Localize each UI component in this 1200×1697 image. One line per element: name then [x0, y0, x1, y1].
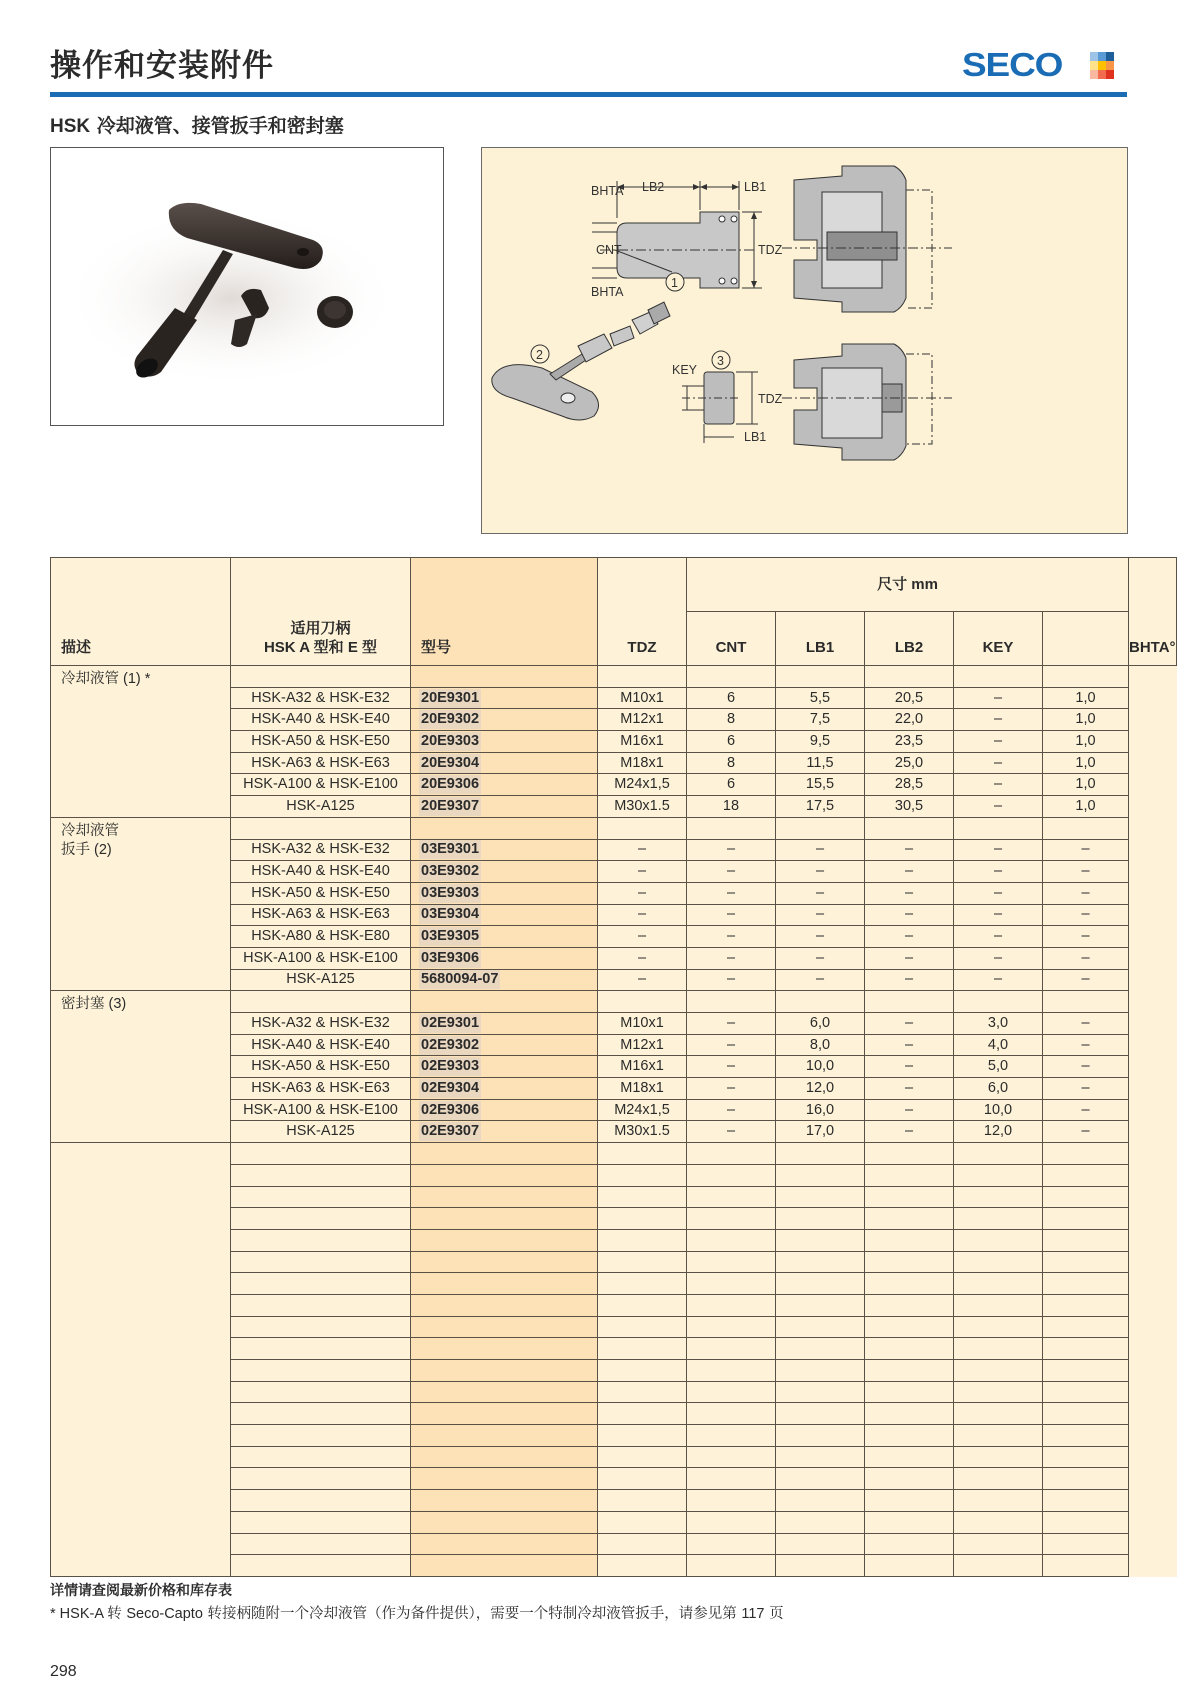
bhta-cell: – — [1043, 904, 1129, 926]
key-cell: – — [954, 752, 1043, 774]
shank-cell: HSK-A100 & HSK-E100 — [231, 1099, 411, 1121]
order-code: 03E9301 — [421, 841, 480, 858]
key-cell: – — [954, 969, 1043, 991]
lb1-cell: – — [776, 861, 865, 883]
tdz-cell: M30x1.5 — [598, 1121, 687, 1143]
logo-square — [1098, 61, 1106, 70]
product-photo — [50, 147, 444, 426]
tdz-cell: – — [598, 882, 687, 904]
lb1-cell: – — [776, 882, 865, 904]
lb1-cell: 5,5 — [776, 687, 865, 709]
lb2-cell: – — [865, 926, 954, 948]
lb2-cell: 25,0 — [865, 752, 954, 774]
lb1-cell: – — [776, 904, 865, 926]
code-cell — [411, 1056, 598, 1078]
wrench-and-parts-photo-icon — [51, 148, 442, 424]
cnt-cell: – — [687, 1013, 776, 1035]
order-code: 02E9302 — [421, 1036, 480, 1053]
logo-square — [1090, 70, 1098, 79]
lb1-cell: 10,0 — [776, 1056, 865, 1078]
shank-cell: HSK-A125 — [231, 796, 411, 818]
technical-diagram — [481, 147, 1128, 534]
cnt-cell: – — [687, 1034, 776, 1056]
lb1-cell: – — [776, 839, 865, 861]
tdz-cell: M12x1 — [598, 1034, 687, 1056]
cnt-cell: – — [687, 904, 776, 926]
shank-cell: HSK-A100 & HSK-E100 — [231, 774, 411, 796]
code-cell — [411, 752, 598, 774]
lb1-cell: 11,5 — [776, 752, 865, 774]
order-code: 20E9306 — [421, 776, 480, 793]
lb2-cell: – — [865, 904, 954, 926]
lb2-cell: 23,5 — [865, 731, 954, 753]
bhta-cell: 1,0 — [1043, 687, 1129, 709]
tdz-cell: – — [598, 839, 687, 861]
bhta-cell: 1,0 — [1043, 796, 1129, 818]
logo-square — [1098, 70, 1106, 79]
header-lb1: LB1 — [776, 612, 865, 666]
lb1-cell: 17,5 — [776, 796, 865, 818]
cnt-cell: 18 — [687, 796, 776, 818]
svg-text:TDZ: TDZ — [758, 243, 783, 257]
svg-text:BHTA: BHTA — [591, 184, 624, 198]
bhta-cell: 1,0 — [1043, 731, 1129, 753]
svg-text:CNT: CNT — [596, 243, 622, 257]
header-code: 型号 — [411, 558, 598, 666]
logo-square — [1090, 52, 1098, 61]
tdz-cell: M16x1 — [598, 1056, 687, 1078]
tdz-cell: M10x1 — [598, 1013, 687, 1035]
code-cell — [411, 774, 598, 796]
key-cell: – — [954, 947, 1043, 969]
group-header-row — [51, 991, 1177, 1013]
lb2-cell: – — [865, 1056, 954, 1078]
lb1-cell: 6,0 — [776, 1013, 865, 1035]
logo-square — [1106, 52, 1114, 61]
shank-cell: HSK-A32 & HSK-E32 — [231, 1013, 411, 1035]
order-code: 02E9303 — [421, 1058, 480, 1075]
lb2-cell: – — [865, 861, 954, 883]
lb1-cell: 8,0 — [776, 1034, 865, 1056]
code-cell — [411, 926, 598, 948]
key-cell: – — [954, 904, 1043, 926]
order-code: 02E9307 — [421, 1123, 480, 1140]
tdz-cell: – — [598, 926, 687, 948]
cnt-cell: 8 — [687, 709, 776, 731]
tdz-cell: M18x1 — [598, 752, 687, 774]
order-code: 20E9304 — [421, 754, 480, 771]
bhta-cell: – — [1043, 1121, 1129, 1143]
section-title-text: 冷却液管、接管扳手和密封塞 — [90, 115, 344, 137]
key-cell: 10,0 — [954, 1099, 1043, 1121]
header-bhta: BHTA° — [1129, 558, 1177, 666]
shank-cell: HSK-A32 & HSK-E32 — [231, 687, 411, 709]
bhta-cell: – — [1043, 1034, 1129, 1056]
tdz-cell: M12x1 — [598, 709, 687, 731]
order-code: 03E9303 — [421, 884, 480, 901]
key-cell: – — [954, 796, 1043, 818]
bhta-cell: 1,0 — [1043, 774, 1129, 796]
lb1-cell: – — [776, 947, 865, 969]
lb2-cell: – — [865, 839, 954, 861]
bhta-cell: – — [1043, 1056, 1129, 1078]
order-code: 02E9304 — [421, 1079, 480, 1096]
cnt-cell: – — [687, 1121, 776, 1143]
shank-cell: HSK-A63 & HSK-E63 — [231, 752, 411, 774]
lb1-cell: 7,5 — [776, 709, 865, 731]
shank-cell: HSK-A63 & HSK-E63 — [231, 1078, 411, 1100]
code-cell — [411, 882, 598, 904]
lb1-cell: 15,5 — [776, 774, 865, 796]
logo-square — [1106, 61, 1114, 70]
header-divider — [50, 92, 1127, 97]
code-cell — [411, 1013, 598, 1035]
order-code: 02E9301 — [421, 1014, 480, 1031]
cnt-cell: – — [687, 1099, 776, 1121]
bhta-cell: – — [1043, 861, 1129, 883]
code-cell — [411, 1034, 598, 1056]
seco-logo — [962, 46, 1114, 84]
lb2-cell: – — [865, 1013, 954, 1035]
key-cell: – — [954, 774, 1043, 796]
tdz-cell: M24x1,5 — [598, 1099, 687, 1121]
shank-cell: HSK-A50 & HSK-E50 — [231, 882, 411, 904]
bhta-cell: – — [1043, 882, 1129, 904]
table-body — [51, 666, 1177, 1577]
bhta-cell: – — [1043, 969, 1129, 991]
order-code: 03E9304 — [421, 906, 480, 923]
logo-color-squares-icon — [1090, 52, 1114, 79]
logo-square — [1090, 61, 1098, 70]
section-title-prefix: HSK — [50, 116, 91, 137]
specification-table — [50, 557, 1177, 1577]
key-cell: 6,0 — [954, 1078, 1043, 1100]
lb2-cell: 20,5 — [865, 687, 954, 709]
svg-text:LB1: LB1 — [744, 430, 767, 444]
header-dimensions-mm: 尺寸 mm — [687, 558, 1129, 612]
lb2-cell: 28,5 — [865, 774, 954, 796]
code-cell — [411, 687, 598, 709]
header-tdz: TDZ — [598, 558, 687, 666]
empty-description-cell — [51, 1143, 231, 1577]
lb2-cell: – — [865, 969, 954, 991]
page-title: 操作和安装附件 — [50, 48, 274, 84]
order-code: 03E9305 — [421, 928, 480, 945]
code-cell — [411, 969, 598, 991]
cnt-cell: 6 — [687, 774, 776, 796]
cnt-cell: 6 — [687, 687, 776, 709]
key-cell: 3,0 — [954, 1013, 1043, 1035]
shank-cell: HSK-A50 & HSK-E50 — [231, 1056, 411, 1078]
shank-cell: HSK-A40 & HSK-E40 — [231, 1034, 411, 1056]
lb1-cell: 12,0 — [776, 1078, 865, 1100]
code-cell — [411, 947, 598, 969]
group-header-row — [51, 666, 1177, 688]
svg-text:BHTA: BHTA — [591, 285, 624, 299]
code-cell — [411, 1078, 598, 1100]
tdz-cell: M24x1,5 — [598, 774, 687, 796]
key-cell: – — [954, 709, 1043, 731]
key-cell: – — [954, 687, 1043, 709]
cnt-cell: – — [687, 861, 776, 883]
order-code: 5680094-07 — [421, 971, 499, 988]
code-cell — [411, 731, 598, 753]
shank-cell: HSK-A125 — [231, 969, 411, 991]
shank-cell: HSK-A40 & HSK-E40 — [231, 709, 411, 731]
lb2-cell: – — [865, 882, 954, 904]
group-description: 密封塞 (3) — [51, 991, 231, 1143]
svg-text:2: 2 — [536, 348, 543, 362]
order-code: 02E9306 — [421, 1101, 480, 1118]
bhta-cell: 1,0 — [1043, 709, 1129, 731]
key-cell: – — [954, 731, 1043, 753]
svg-text:1: 1 — [671, 276, 678, 290]
code-cell — [411, 796, 598, 818]
shank-cell: HSK-A50 & HSK-E50 — [231, 731, 411, 753]
tdz-cell: M16x1 — [598, 731, 687, 753]
lb2-cell: 22,0 — [865, 709, 954, 731]
group-header-row — [51, 817, 1177, 839]
cnt-cell: 8 — [687, 752, 776, 774]
lb1-cell: 9,5 — [776, 731, 865, 753]
code-cell — [411, 839, 598, 861]
key-cell: 4,0 — [954, 1034, 1043, 1056]
tdz-cell: M18x1 — [598, 1078, 687, 1100]
cnt-cell: – — [687, 947, 776, 969]
cnt-cell: 6 — [687, 731, 776, 753]
lb1-cell: 16,0 — [776, 1099, 865, 1121]
group-description: 冷却液管 (1) * — [51, 666, 231, 818]
key-cell: – — [954, 861, 1043, 883]
header-key: KEY — [954, 612, 1043, 666]
cnt-cell: – — [687, 839, 776, 861]
bhta-cell: – — [1043, 947, 1129, 969]
shank-cell: HSK-A32 & HSK-E32 — [231, 839, 411, 861]
lb2-cell: – — [865, 1121, 954, 1143]
coolant-tube-dimension-diagram — [482, 148, 1126, 532]
logo-square — [1098, 52, 1106, 61]
svg-text:LB2: LB2 — [642, 180, 665, 194]
shank-cell: HSK-A40 & HSK-E40 — [231, 861, 411, 883]
lb2-cell: – — [865, 947, 954, 969]
key-cell: 12,0 — [954, 1121, 1043, 1143]
cnt-cell: – — [687, 969, 776, 991]
lb1-cell: – — [776, 926, 865, 948]
code-cell — [411, 709, 598, 731]
bhta-cell: 1,0 — [1043, 752, 1129, 774]
cnt-cell: – — [687, 926, 776, 948]
shank-cell: HSK-A125 — [231, 1121, 411, 1143]
key-cell: 5,0 — [954, 1056, 1043, 1078]
key-cell: – — [954, 839, 1043, 861]
header-applicable-shank: 适用刀柄 HSK A 型和 E 型 — [231, 558, 411, 666]
shank-cell: HSK-A100 & HSK-E100 — [231, 947, 411, 969]
order-code: 20E9303 — [421, 732, 480, 749]
shank-cell: HSK-A80 & HSK-E80 — [231, 926, 411, 948]
lb1-cell: – — [776, 969, 865, 991]
page-number: 298 — [50, 1663, 77, 1680]
svg-text:TDZ: TDZ — [758, 392, 783, 406]
lb2-cell: – — [865, 1034, 954, 1056]
svg-text:LB1: LB1 — [744, 180, 767, 194]
code-cell — [411, 861, 598, 883]
bhta-cell: – — [1043, 1099, 1129, 1121]
section-title — [50, 111, 344, 138]
bhta-cell: – — [1043, 1078, 1129, 1100]
key-cell: – — [954, 926, 1043, 948]
lb2-cell: – — [865, 1078, 954, 1100]
footnote-asterisk: * HSK-A 转 Seco-Capto 转接柄随附一个冷却液管（作为备件提供），需要一个特制冷却液管扳手，请参见第 117 页 — [50, 1606, 784, 1622]
tdz-cell: – — [598, 947, 687, 969]
order-code: 20E9307 — [421, 797, 480, 814]
lb1-cell: 17,0 — [776, 1121, 865, 1143]
tdz-cell: M30x1.5 — [598, 796, 687, 818]
header-cnt: CNT — [687, 612, 776, 666]
cnt-cell: – — [687, 882, 776, 904]
logo-text: SECO — [962, 46, 1063, 83]
price-stock-note: 详情请查阅最新价格和库存表 — [50, 1583, 232, 1599]
bhta-cell: – — [1043, 926, 1129, 948]
lb2-cell: – — [865, 1099, 954, 1121]
tdz-cell: M10x1 — [598, 687, 687, 709]
code-cell — [411, 904, 598, 926]
code-cell — [411, 1099, 598, 1121]
order-code: 03E9306 — [421, 949, 480, 966]
svg-text:3: 3 — [717, 354, 724, 368]
shank-cell: HSK-A63 & HSK-E63 — [231, 904, 411, 926]
tdz-cell: – — [598, 969, 687, 991]
order-code: 20E9301 — [421, 689, 480, 706]
cnt-cell: – — [687, 1078, 776, 1100]
order-code: 20E9302 — [421, 711, 480, 728]
tdz-cell: – — [598, 904, 687, 926]
order-code: 03E9302 — [421, 863, 480, 880]
bhta-cell: – — [1043, 1013, 1129, 1035]
code-cell — [411, 1121, 598, 1143]
lb2-cell: 30,5 — [865, 796, 954, 818]
cnt-cell: – — [687, 1056, 776, 1078]
key-cell: – — [954, 882, 1043, 904]
bhta-cell: – — [1043, 839, 1129, 861]
header-lb2: LB2 — [865, 612, 954, 666]
tdz-cell: – — [598, 861, 687, 883]
empty-row — [51, 1143, 1177, 1165]
svg-text:KEY: KEY — [672, 363, 698, 377]
header-description: 描述 — [51, 558, 231, 666]
group-description: 冷却液管 扳手 (2) — [51, 817, 231, 991]
logo-square — [1106, 70, 1114, 79]
